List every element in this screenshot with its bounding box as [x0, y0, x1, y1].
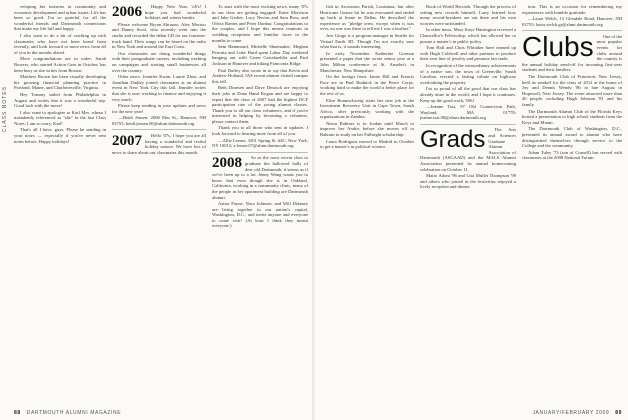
paragraph: Other news: Jennifer Kwan, Laurie Zhou, and Jonathan Dudley joined classmates at an alumni event in New York City this fall. Jennifer writes that she is now working in finance and enjoying it very much.: [112, 74, 206, 102]
paragraph: The Dartmouth Club of Washington, D.C., presented its annual award to alumni who have distinguished themselves through service to the College and the community.: [522, 126, 622, 149]
left-column-3: [212, 4, 308, 404]
paragraph: Tom Hall and Chris Whitaker have teamed up with Hugh Coldwell and other partners to produce their own line of jewelry and promote fair trade.: [420, 45, 516, 62]
section-heading-grads: Grads: [420, 126, 486, 154]
paragraph: Laura Rodriguez moved to Madrid in October to get a master's in political science.: [320, 138, 414, 150]
paragraph: tion. This is an occasion for remembering my experiences with humble gratitude.: [522, 4, 622, 15]
right-column-1: [320, 4, 414, 404]
paragraph: Our classmates are doing wonderful things with their postgraduate careers, including working on campaigns and starting small businesses all over the country.: [112, 50, 206, 73]
paragraph: Matthew Brown has been visually developing his growing financial planning practice in Portland, Maine, and Charlottesville, Virginia.: [14, 74, 106, 91]
class-notes-side-tag: CLASS NOTES: [2, 85, 8, 132]
paragraph: I'm so proud of all the good that our class has already done in the world, and I hope it continues. Keep up the good work, '08s!: [420, 86, 516, 103]
paragraph: Hello '07s, I hope you are all having a wonderful and restful holiday season. We have lots of news to share about our classmates this month.: [112, 132, 206, 155]
right-page-footer: [532, 410, 622, 416]
paragraph: To start with the most exciting news, many '07s in our class are getting engaged: Katie Morrison and Jake Gerber, Lucy Nevins and Sam Ross, and Olivia Barnes and Peter Dunbar. Congratulations to the couples, and I hope this means reunions in wedding receptions and familiar faces in the months to come.: [212, 4, 308, 43]
left-page: [0, 0, 312, 420]
paragraph: In early November Katherine Gorman presented a paper that she wrote senior year at a John Milton conference at St. Anselm's in Manchester, New Hampshire.: [320, 50, 414, 73]
page-number: 89: [615, 410, 622, 416]
paragraph: Nessa Rabiner is in Jordan until March to improve her Arabic before she moves off to Bahrain to study on her Fulbright scholarship.: [320, 120, 414, 138]
class-year-heading: 2006: [112, 4, 142, 20]
paragraph: Adam Tuley '73 (son of Cornell) has served with classmates at the 2008 National Forum.: [522, 149, 622, 161]
right-page: [316, 0, 628, 420]
paragraph: fish in Ascension Parish, Louisiana, but after Hurricane Gustav hit he was evacuated and ended up back at home in Dallas. He described the experience as "pledge term, except when it was over, no one was there to tell me I was a brother.": [320, 4, 414, 32]
right-column-2: [420, 4, 516, 404]
left-column-1: [14, 4, 106, 404]
paragraph: The Arts and Sciences Graduate Alumni Association of Dartmouth (ASGAAD) and the MALS Alumni Association presented its annual homecoming celebration on October 11.: [420, 127, 516, 172]
paragraph: Please welcome Bryan Abruzzo, Alex Morriss and Danny Scott, who recently went into the studio and recorded the debut CD for our fourteen-track band. Their songs can be heard on the radio in New York and around the East Coast.: [112, 21, 206, 50]
class-secretary-address: —Heidi Jensen, 2006 Elm St., Hanover, NH 03755; heidi.jensen.06@alum.dartmouth.org: [112, 115, 206, 126]
paragraph: So as the most recent class to graduate the hallowed halls of dear old Dartmouth, it seems as if we've been up to a lot. Jenny Wang wants you to know that even though she is in Oakland, California, working in a community clinic, many of the people in her apartment building are Dartmouth alumni.: [212, 155, 308, 200]
paragraph: I also want to apologize to Karl Mer, whom I mistakenly referenced as "she" in the last Class Notes. I am so sorry, Karl!: [14, 109, 106, 126]
paragraph: Mario Adoni '96 and Lisa Mullet Thompson '99 and others who joined in the festivities enjoyed a lively reception and dinner.: [420, 173, 516, 190]
paragraph: On the foreign front: Jamie Hill and Francis Pace are in Paul Rudnick in the Peace Corps, working hard to make the world a better place for the rest of us.: [320, 74, 414, 96]
paragraph: The Dartmouth Alumni Club of the Florida Keys hosted a presentation to high school students from the Keys and Miami.: [522, 108, 622, 125]
right-column-3: [522, 4, 622, 404]
left-column-2: [112, 4, 206, 404]
paragraph: Aaron Payne, Nora Johnson, and Will Delaney are living together in our nation's capital, Washington, D.C., and invite anyone and everyone to come visit! (At least I think they meant everyone.): [212, 201, 308, 229]
divider: [212, 152, 308, 153]
class-secretary-address: —Laura Welch, 13 Glendale Road, Hanover, NH 03755; laura.welch.gr@alum.dartmouth.org: [522, 16, 622, 27]
issue-date: JANUARY/FEBRUARY 2009: [532, 410, 610, 416]
paragraph: Book of World Records. Through the process of setting new records himself, Larry learned how many record-breakers are out there and his own worries were unfounded.: [420, 4, 516, 26]
paragraph: In other news, Mary Kaye Harrington received a Chancellor's Fellowship, which has allowed her to pursue a master's in public policy.: [420, 27, 516, 44]
paragraph: veloping her interests in community and economic development and urban issues. Life has been so good. I'm so grateful for all the wonderful friends and Dartmouth connections that make my life full and happy.: [14, 4, 106, 32]
paragraph: Thank you to all those who sent in updates. I look forward to hearing more from all of you.: [212, 125, 308, 137]
section-heading-clubs: Clubs: [522, 30, 594, 62]
page-number: 88: [14, 410, 21, 416]
paragraph: That's all I have, guys. Please be sending in your notes — especially if you've never sent notes before. Happy holidays!: [14, 127, 106, 144]
class-year-heading: 2008: [212, 155, 242, 172]
class-secretary-address: —Allie Lerner, 3301 Spring St. #4C, New York, NY 10013; a.lerner.07@alum.dartmouth.org: [212, 137, 308, 149]
class-secretary-address: —Jeanne Tsai, 97 Old Connecticut Path, Wayland, MA 01778; jeanne.tsai.08@alum.dartmouth.org: [420, 104, 516, 121]
divider: [112, 129, 206, 130]
paragraph: Beth Dinesen and Dave Deutsch are enjoying their jobs at Dana Hand Kogan and are happy to report that the class of 2007 had the highest DCF participation rate of the young alumni classes. Thank you to all our class volunteers, and if you're interested in helping by becoming a volunteer, please contact them.: [212, 85, 308, 124]
paragraph: Paul Duffey also wrote in to say that Kevin and Andrew Holland, IAS recent alumni visited campus this fall.: [212, 67, 308, 84]
paragraph: The Dartmouth Club of Princeton, New Jersey, held its sendoff for the class of 2012 at the home of Joy and Dennis Wendy '86 in late August in Hopewell, New Jersey. The event attracted more than 40 people, including Hugh Johnson '81 and his family.: [522, 74, 622, 107]
paragraph: One of the most popular events for clubs around the country is the annual holiday send-off for incoming first-year students and their families.: [522, 33, 622, 73]
paragraph: Elise Braunschweig starts her new job at the Investment Recovery Unit in Cape Town, South Africa, after previously working with the organizations in Zambia.: [320, 97, 414, 120]
paragraph: Sam Hammond, Michelle Shuemaker, Meghan Perrotta and Luke Hurd spent Labor Day weekend hanging out with Gwen Geissbuehler and Paul Jackson in Hanover and hiking Franconia Ridge.: [212, 44, 308, 66]
paragraph: Please keep sending in your updates and news for the new year!: [112, 103, 206, 114]
magazine-name: DARTMOUTH ALUMNI MAGAZINE: [26, 410, 122, 416]
paragraph: I also want to do a bit of catching up with classmates who have not been heard from recently, and look forward to more news from all of you in the months ahead.: [14, 32, 106, 55]
paragraph: Happy New Year, 'o6's! I hope you had wonderful holidays and winter breaks.: [145, 4, 206, 21]
paragraph: Jess Giugo is a program manager in Seattle for Virtual Earth 3D. Though I'm not exactly sure what that is, it sounds interesting.: [320, 32, 414, 50]
paragraph: Hey Tommy sailed from Philadelphia in August and writes that it was a wonderful trip. Good luck with the move!: [14, 91, 106, 109]
left-page-footer: [14, 410, 121, 416]
paragraph: More congratulations are in order: Sarah Bowers, who started Action Gear in October, has been busy as she writes from Boston.: [14, 56, 106, 73]
paragraph: In recognition of the extraordinary achievements of a native son, the town of Greenville, South Carolina, erected a lasting tribute on highway overlooking the property.: [420, 62, 516, 85]
divider: [420, 124, 516, 125]
class-year-heading: 2007: [112, 132, 142, 149]
